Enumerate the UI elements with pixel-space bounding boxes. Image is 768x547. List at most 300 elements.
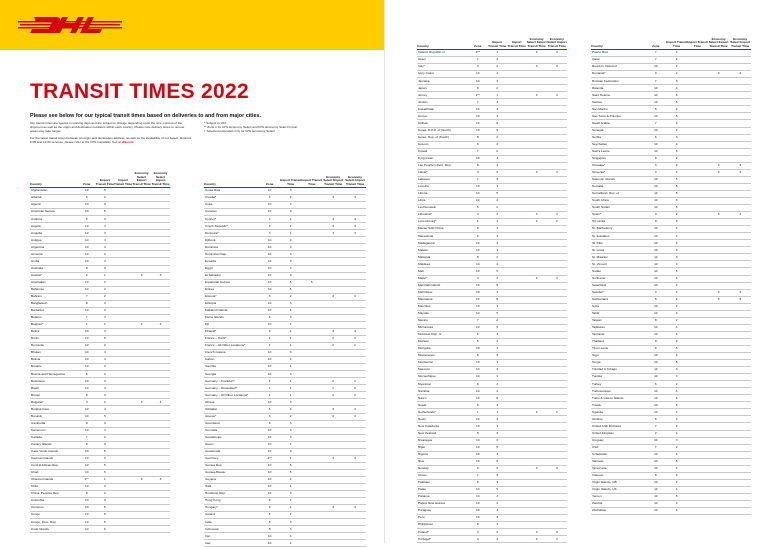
import-time-cell <box>301 540 322 547</box>
country-cell: Estonia* <box>204 293 259 300</box>
import-time-cell <box>507 423 527 430</box>
table-row <box>30 321 170 328</box>
export-time-cell: 3 <box>666 197 687 204</box>
zone-cell: 10 <box>645 99 666 106</box>
export-time-cell: 5 <box>488 486 508 493</box>
economy-import-time-cell <box>344 237 366 244</box>
country-cell: Curacao <box>204 209 259 216</box>
economy-export-time-cell: 2 <box>322 335 344 342</box>
export-time-cell: 4 <box>666 409 687 416</box>
economy-export-time-cell <box>527 508 547 515</box>
table-row <box>417 247 567 254</box>
zone-cell: 10 <box>645 501 666 508</box>
table-row <box>591 367 751 374</box>
economy-export-time-cell <box>322 420 344 427</box>
country-cell: French Guiana <box>204 350 259 357</box>
import-time-cell <box>687 226 708 233</box>
zone-cell: 10 <box>468 78 488 85</box>
economy-export-time-cell <box>132 293 151 300</box>
import-time-cell <box>114 491 132 498</box>
import-time-cell <box>301 462 322 469</box>
economy-import-time-cell: 3 <box>344 406 366 413</box>
zone-cell: 7 <box>78 434 96 441</box>
country-cell: Canary Islands <box>30 441 78 448</box>
economy-import-time-cell <box>729 282 751 289</box>
economy-export-time-cell <box>322 307 344 314</box>
economy-export-time-cell <box>322 258 344 265</box>
import-time-cell <box>507 515 527 522</box>
import-time-cell <box>507 324 527 331</box>
zone-cell: 10 <box>259 533 280 540</box>
country-cell: Panama <box>417 493 468 500</box>
table-row <box>30 216 170 223</box>
economy-export-time-cell <box>708 317 730 324</box>
export-time-cell: 1 <box>488 219 508 226</box>
country-cell: Sierra Leone <box>591 148 645 155</box>
zone-cell: 10 <box>468 113 488 120</box>
economy-export-time-cell <box>322 209 344 216</box>
table-row <box>591 303 751 310</box>
economy-export-time-cell <box>132 286 151 293</box>
table-row <box>591 99 751 106</box>
zone-cell: 10 <box>78 230 96 237</box>
country-cell: Bulgaria* <box>30 399 78 406</box>
table-row <box>591 197 751 204</box>
zone-cell: 10 <box>259 491 280 498</box>
country-cell: Taiwan <box>591 317 645 324</box>
table-row <box>30 258 170 265</box>
country-cell: Micronesia <box>417 324 468 331</box>
country-cell: Cuba <box>204 202 259 209</box>
import-time-cell <box>114 251 132 258</box>
import-time-cell <box>301 188 322 195</box>
economy-export-time-cell <box>322 434 344 441</box>
export-time-cell: 5 <box>488 190 508 197</box>
economy-import-time-cell: 4 <box>547 275 567 282</box>
export-time-cell: 3 <box>96 307 114 314</box>
economy-export-time-cell <box>708 240 730 247</box>
zone-cell: 3 <box>259 223 280 230</box>
economy-import-time-cell <box>729 134 751 141</box>
zone-cell: 10 <box>468 268 488 275</box>
table-row <box>417 437 567 444</box>
economy-import-time-cell: 2 <box>344 335 366 342</box>
table-row <box>417 226 567 233</box>
economy-import-time-cell <box>547 345 567 352</box>
economy-export-time-cell <box>322 519 344 526</box>
economy-export-time-cell <box>708 310 730 317</box>
export-time-cell: 1 <box>280 343 301 350</box>
export-time-cell: 4 <box>488 303 508 310</box>
country-cell: Kenya <box>417 113 468 120</box>
country-cell: Comoros <box>30 505 78 512</box>
country-cell: USA <box>591 444 645 451</box>
economy-import-time-cell <box>344 350 366 357</box>
economy-import-time-cell <box>729 233 751 240</box>
import-time-cell <box>507 50 527 57</box>
table-row <box>591 113 751 120</box>
zone-cell: 8 <box>259 498 280 505</box>
export-time-cell: 3 <box>666 120 687 127</box>
economy-export-time-cell: 4 <box>322 216 344 223</box>
export-time-cell: 3 <box>280 448 301 455</box>
country-cell: Croatia* <box>204 195 259 202</box>
economy-export-time-cell: 3 <box>527 64 547 71</box>
country-cell: Gambia <box>204 364 259 371</box>
zone-cell: 10 <box>645 324 666 331</box>
economy-import-time-cell <box>151 223 170 230</box>
export-time-cell: 4 <box>280 350 301 357</box>
zone-cell: 10 <box>468 423 488 430</box>
table-row <box>204 216 366 223</box>
economy-export-time-cell <box>527 205 547 212</box>
country-cell: Indonesia <box>204 526 259 533</box>
country-cell: Libya <box>417 197 468 204</box>
economy-import-time-cell <box>729 190 751 197</box>
zone-cell: 10 <box>259 540 280 547</box>
country-cell: Guernsey <box>204 455 259 462</box>
header-banner <box>0 0 384 50</box>
export-time-cell: 2 <box>280 498 301 505</box>
zone-cell: 10 <box>645 331 666 338</box>
zone-cell: 6 <box>259 314 280 321</box>
economy-import-time-cell <box>344 272 366 279</box>
economy-import-time-cell <box>344 307 366 314</box>
country-cell: Mexico <box>417 317 468 324</box>
economy-export-time-cell <box>527 261 547 268</box>
export-time-cell: 4 <box>96 258 114 265</box>
transit-table-4 <box>591 22 751 515</box>
table-row <box>30 512 170 519</box>
country-cell: Rwanda <box>591 85 645 92</box>
table-row <box>417 233 567 240</box>
zone-cell: 3 <box>468 64 488 71</box>
table-row <box>591 317 751 324</box>
zone-cell: 5 <box>645 106 666 113</box>
import-time-cell <box>507 64 527 71</box>
table-row <box>417 254 567 261</box>
zone-cell: 10 <box>645 64 666 71</box>
economy-export-column-header: Economy Select Export Transit Time <box>708 22 730 50</box>
economy-import-time-cell <box>729 176 751 183</box>
economy-import-time-cell <box>547 508 567 515</box>
economy-export-time-cell <box>708 501 730 508</box>
export-time-cell: 1 <box>96 272 114 279</box>
import-time-cell <box>114 469 132 476</box>
economy-export-time-cell <box>527 268 547 275</box>
import-time-cell <box>114 455 132 462</box>
table-row <box>591 205 751 212</box>
import-time-cell <box>301 505 322 512</box>
economy-import-time-cell <box>547 106 567 113</box>
export-time-cell: 4 <box>488 261 508 268</box>
economy-import-time-cell <box>729 465 751 472</box>
import-time-cell <box>687 155 708 162</box>
country-cell: Antigua <box>30 237 78 244</box>
import-time-cell <box>507 444 527 451</box>
country-cell: Nauru <box>417 395 468 402</box>
economy-export-time-cell: 3 <box>708 212 730 219</box>
economy-import-time-cell <box>729 155 751 162</box>
economy-export-time-cell <box>132 498 151 505</box>
export-time-cell: 1 <box>280 385 301 392</box>
economy-import-time-cell <box>729 78 751 85</box>
import-time-cell <box>114 371 132 378</box>
economy-export-time-cell <box>527 472 547 479</box>
export-time-cell: 3 <box>488 141 508 148</box>
zone-cell: 10 <box>645 92 666 99</box>
export-time-cell: 5 <box>666 99 687 106</box>
country-cell: St. Lucia <box>591 247 645 254</box>
export-time-cell: 5 <box>666 176 687 183</box>
country-cell: Monaco <box>417 338 468 345</box>
import-time-cell <box>507 57 527 64</box>
table-row <box>591 275 751 282</box>
import-time-cell <box>114 519 132 526</box>
table-row <box>204 244 366 251</box>
country-cell: India <box>204 519 259 526</box>
economy-import-time-cell: 3 <box>151 272 170 279</box>
table-row <box>417 515 567 522</box>
zone-cell: 10 <box>78 357 96 364</box>
export-time-cell: 2 <box>666 317 687 324</box>
country-cell: Bolivia <box>30 357 78 364</box>
table-header-row <box>204 160 366 188</box>
export-time-cell: 4 <box>666 486 687 493</box>
country-cell: Tuvalu <box>591 402 645 409</box>
import-time-cell <box>507 190 527 197</box>
country-cell: Dominican Rep. <box>204 251 259 258</box>
table-row <box>417 381 567 388</box>
table-row <box>417 451 567 458</box>
economy-import-time-cell: 3 <box>547 92 567 99</box>
export-time-cell: 2 <box>96 399 114 406</box>
zone-cell: 10 <box>78 413 96 420</box>
table-row <box>30 448 170 455</box>
economy-export-time-cell <box>322 251 344 258</box>
export-time-cell: 3 <box>96 483 114 490</box>
economy-import-time-cell <box>151 427 170 434</box>
zone-cell: 10 <box>645 388 666 395</box>
import-time-cell <box>507 169 527 176</box>
zone-cell: 10 <box>468 367 488 374</box>
export-time-cell: 4 <box>488 374 508 381</box>
export-time-cell: 3 <box>488 367 508 374</box>
table-row <box>204 223 366 230</box>
import-time-cell <box>114 526 132 533</box>
import-time-cell <box>507 127 527 134</box>
import-time-cell <box>687 317 708 324</box>
table-row <box>30 314 170 321</box>
export-time-cell: 2 <box>96 195 114 202</box>
economy-import-time-cell <box>729 479 751 486</box>
economy-export-time-cell <box>322 491 344 498</box>
table-row <box>417 50 567 57</box>
economy-import-time-cell <box>729 240 751 247</box>
economy-export-time-cell <box>708 57 730 64</box>
zone-cell: 6 <box>645 381 666 388</box>
economy-import-time-cell <box>547 501 567 508</box>
export-time-cell: 2 <box>280 328 301 335</box>
import-time-cell <box>507 106 527 113</box>
table-row <box>417 85 567 92</box>
table-row <box>204 237 366 244</box>
economy-import-time-cell <box>151 314 170 321</box>
zone-cell: 10 <box>259 244 280 251</box>
zone-cell: 6 <box>468 141 488 148</box>
import-time-cell <box>507 78 527 85</box>
economy-import-time-cell <box>547 254 567 261</box>
zone-cell: 7 <box>78 314 96 321</box>
economy-export-time-cell <box>527 289 547 296</box>
country-cell: Virgin Islands, GB <box>591 479 645 486</box>
table-row <box>417 317 567 324</box>
country-cell: Turks & Caicos Islands <box>591 395 645 402</box>
country-cell: Iraq <box>204 540 259 547</box>
economy-import-time-cell <box>547 261 567 268</box>
country-cell: Lesotho <box>417 183 468 190</box>
table-row <box>417 148 567 155</box>
export-time-cell: 2 <box>280 512 301 519</box>
zone-cell: 10 <box>645 508 666 515</box>
table-row <box>30 357 170 364</box>
zone-cell: 3 <box>259 413 280 420</box>
export-time-cell: 3 <box>96 441 114 448</box>
import-time-cell <box>507 134 527 141</box>
zone-cell: 10 <box>468 395 488 402</box>
export-time-cell: 2 <box>666 296 687 303</box>
import-time-cell <box>687 367 708 374</box>
economy-import-time-cell: 2 <box>151 321 170 328</box>
export-time-cell: 2 <box>488 338 508 345</box>
table-row <box>204 540 366 547</box>
import-time-cell <box>507 353 527 360</box>
import-time-cell <box>301 406 322 413</box>
export-time-cell: 4 <box>666 508 687 515</box>
country-cell: Honduras Rep. <box>204 491 259 498</box>
export-time-cell: 2 <box>96 491 114 498</box>
country-cell: Saint Helena <box>591 92 645 99</box>
export-column-header: Export Transit Time <box>280 160 301 188</box>
country-cell: Namibia <box>417 388 468 395</box>
zone-cell: 10 <box>78 335 96 342</box>
export-time-cell: 4 <box>488 416 508 423</box>
import-time-cell <box>507 197 527 204</box>
economy-import-time-cell <box>729 345 751 352</box>
country-cell: Uruguay <box>591 437 645 444</box>
import-time-cell <box>507 71 527 78</box>
import-time-cell <box>301 427 322 434</box>
import-time-cell <box>507 176 527 183</box>
intro-text <box>30 121 192 146</box>
zone-cell: 1 <box>259 335 280 342</box>
economy-import-time-cell <box>547 233 567 240</box>
export-time-cell: 2 <box>488 205 508 212</box>
dhl-logo-icon <box>18 12 122 38</box>
zone-cell: 10 <box>259 399 280 406</box>
economy-import-time-cell <box>729 409 751 416</box>
export-time-cell: 2 <box>666 155 687 162</box>
economy-import-time-cell <box>547 458 567 465</box>
economy-import-time-cell <box>151 251 170 258</box>
table-row <box>591 493 751 500</box>
export-time-cell: 2 <box>488 57 508 64</box>
country-cell: Australia <box>30 265 78 272</box>
country-cell: Turkey <box>591 381 645 388</box>
export-time-cell: 3 <box>488 353 508 360</box>
table-row <box>204 279 366 286</box>
zone-cell: 3 <box>468 536 488 543</box>
import-time-cell <box>687 303 708 310</box>
table-row <box>417 423 567 430</box>
country-cell: Sri Lanka <box>591 219 645 226</box>
zone-cell: 10 <box>78 350 96 357</box>
zone-cell: 7 <box>78 293 96 300</box>
table-row <box>417 458 567 465</box>
country-cell: Ethiopia <box>204 300 259 307</box>
import-time-cell <box>114 195 132 202</box>
economy-import-time-cell: 3 <box>547 50 567 57</box>
transit-table-3 <box>417 22 567 543</box>
import-time-cell <box>114 202 132 209</box>
economy-export-time-cell <box>527 148 547 155</box>
economy-export-time-cell <box>527 71 547 78</box>
country-cell: Syria <box>591 303 645 310</box>
economy-import-time-cell <box>547 78 567 85</box>
import-time-cell <box>687 508 708 515</box>
import-time-cell <box>687 134 708 141</box>
economy-import-time-cell <box>151 378 170 385</box>
economy-import-time-cell <box>729 472 751 479</box>
zone-cell: 7 <box>468 176 488 183</box>
economy-import-time-cell <box>547 451 567 458</box>
table-row <box>204 265 366 272</box>
economy-import-column-header: Economy Select Import Transit Time <box>547 22 567 50</box>
economy-export-time-cell <box>708 148 730 155</box>
economy-import-time-cell <box>729 458 751 465</box>
economy-import-time-cell <box>151 300 170 307</box>
economy-import-time-cell <box>344 540 366 547</box>
zone-cell: 10 <box>468 508 488 515</box>
zone-cell: 6 <box>78 371 96 378</box>
export-time-cell: 3 <box>280 519 301 526</box>
economy-import-time-cell <box>729 141 751 148</box>
zone-cell: 3 <box>259 505 280 512</box>
country-cell: Papua New Guinea <box>417 501 468 508</box>
import-time-cell <box>687 451 708 458</box>
economy-import-time-cell <box>547 71 567 78</box>
export-time-cell: 4 <box>488 183 508 190</box>
economy-export-time-cell: 3 <box>527 465 547 472</box>
economy-export-time-cell <box>527 317 547 324</box>
economy-import-time-cell <box>151 335 170 342</box>
economy-import-time-cell <box>547 367 567 374</box>
economy-export-time-cell <box>708 261 730 268</box>
economy-export-time-cell <box>527 501 547 508</box>
economy-import-time-cell <box>729 338 751 345</box>
zone-cell: 8 <box>645 317 666 324</box>
country-cell: Vietnam <box>591 472 645 479</box>
import-time-cell <box>301 498 322 505</box>
capability-tool-link[interactable]: dhl.com <box>121 139 134 144</box>
economy-export-time-cell <box>132 483 151 490</box>
country-cell: Nevis <box>417 416 468 423</box>
economy-import-time-cell <box>151 455 170 462</box>
economy-import-time-cell <box>547 113 567 120</box>
country-cell: Bahrain <box>30 293 78 300</box>
economy-export-time-cell <box>132 420 151 427</box>
zone-cell: 5 <box>645 296 666 303</box>
